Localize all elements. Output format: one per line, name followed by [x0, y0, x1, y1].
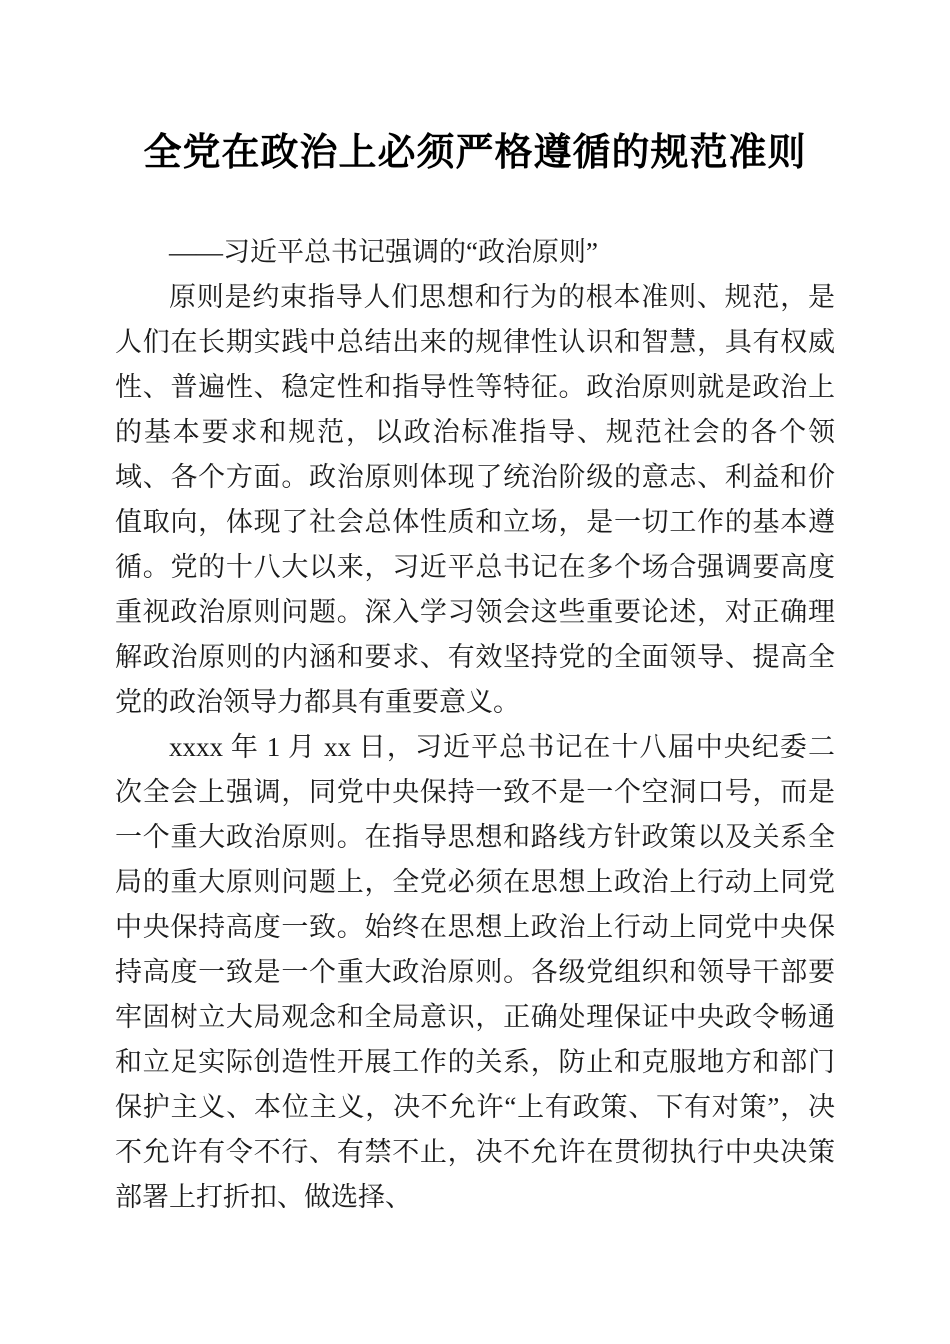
document-subtitle: ——习近平总书记强调的“政治原则”	[169, 237, 598, 267]
document-title: 全党在政治上必须严格遵循的规范准则	[143, 132, 807, 174]
paragraph: 原则是约束指导人们思想和行为的根本准则、规范，是人们在长期实践中总结出来的规律性认识和智慧，具有权威性、普遍性、稳定性和指导性等特征。政治原则就是政治上的基本要求和规范，以政治标准指导、规范社会的各个领域、各个方面。政治原则体现了统治阶级的意志、利益和价值取向，体现了社会总体性质和立场，是一切工作的基本遵循。党的十八大以来，习近平总书记在多个场合强调要高度重视政治原则问题。深入学习领会这些重要论述，对正确理解政治原则的内涵和要求、有效坚持党的全面领导、提高全党的政治领导力都具有重要意义。	[115, 282, 835, 717]
paragraph: xxxx 年 1 月 xx 日，习近平总书记在十八届中央纪委二次全会上强调，同党中央保持一致不是一个空洞口号，而是一个重大政治原则。在指导思想和路线方针政策以及关系全局的重大原则问题上，全党必须在思想上政治上行动上同党中央保持高度一致。始终在思想上政治上行动上同党中央保持高度一致是一个重大政治原则。各级党组织和领导干部要牢固树立大局观念和全局意识，正确处理保证中央政令畅通和立足实际创造性开展工作的关系，防止和克服地方和部门保护主义、本位主义，决不允许“上有政策、下有对策”，决不允许有令不行、有禁不止，决不允许在贯彻执行中央决策部署上打折扣、做选择、	[115, 732, 835, 1212]
